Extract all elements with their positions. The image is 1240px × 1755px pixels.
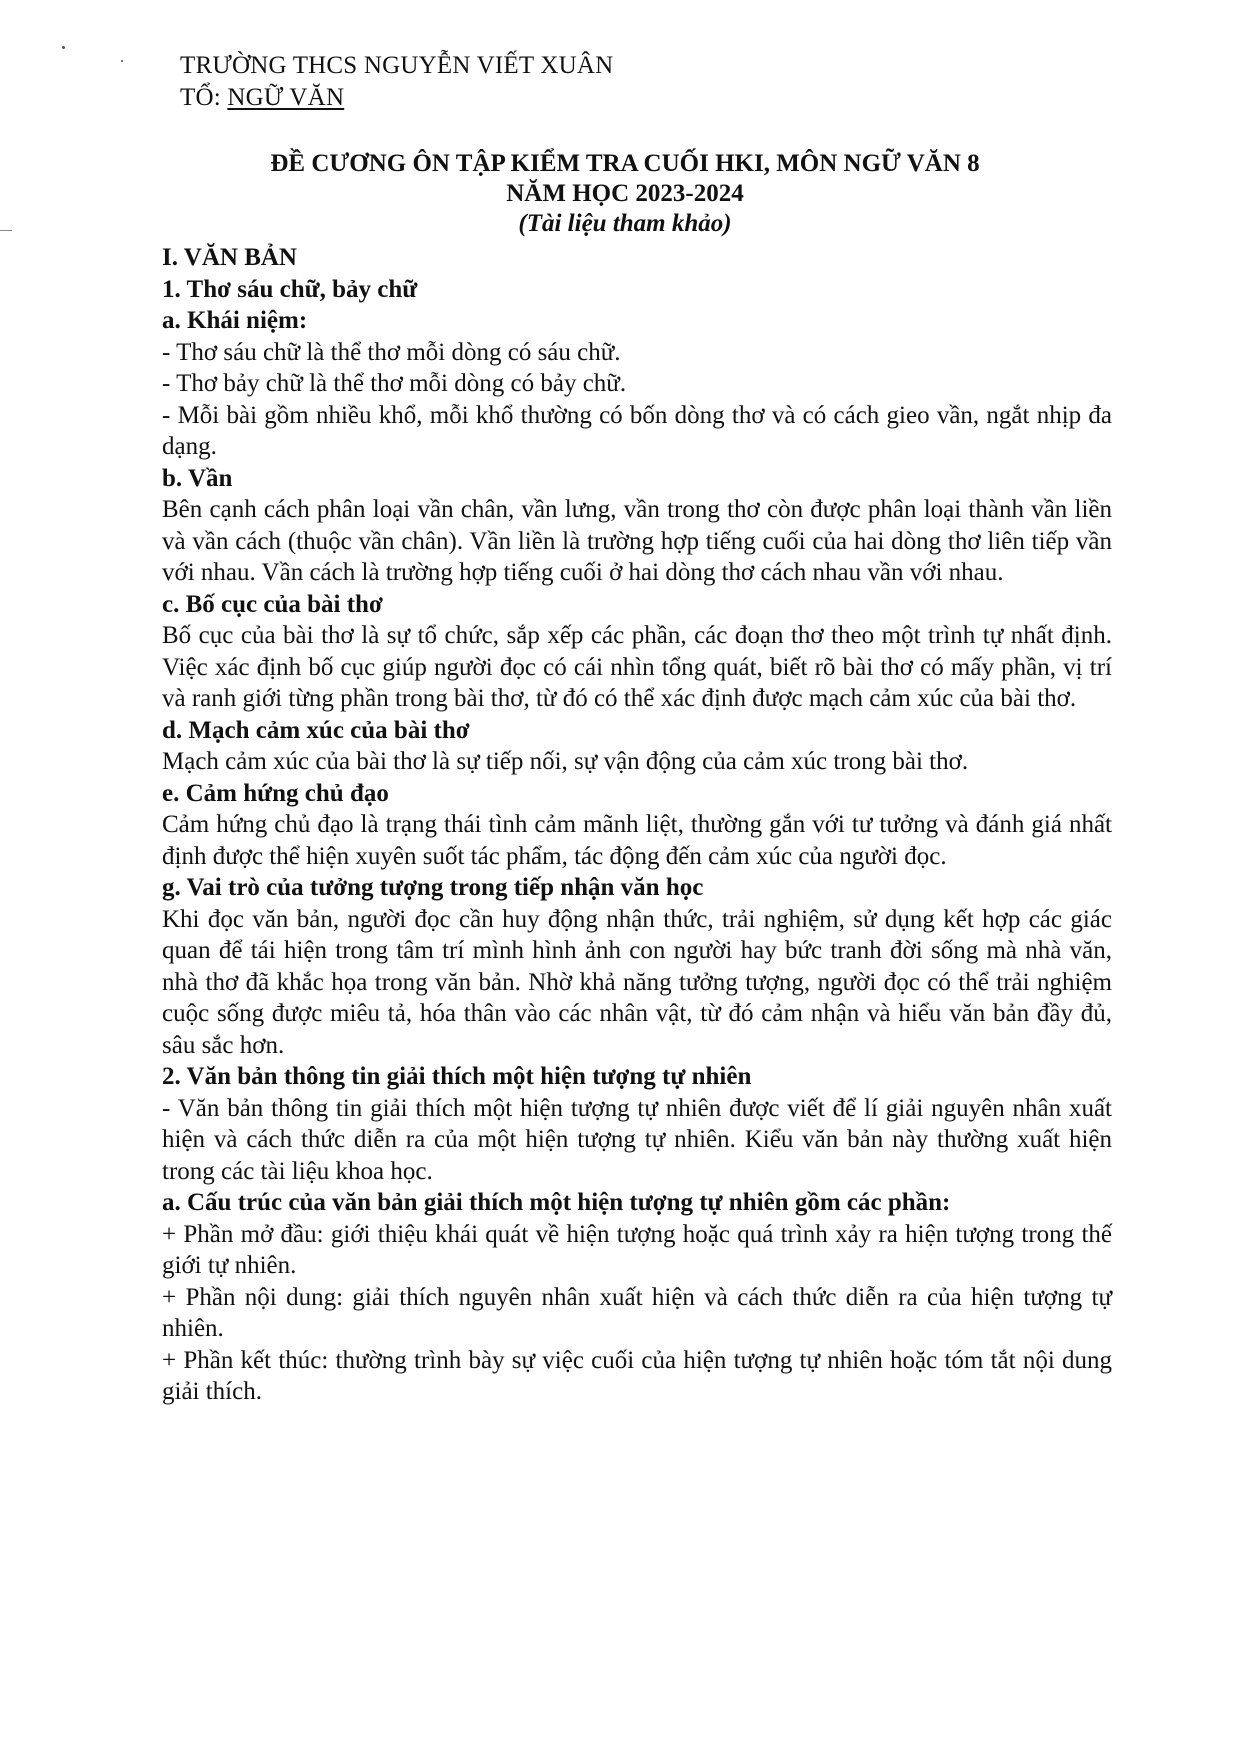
item-heading: e. Cảm hứng chủ đạo [162,779,389,807]
bullet-item: + Phần mở đầu: giới thiệu khái quát về hiện tượng hoặc quá trình xảy ra hiện tượng trong thế giới tự nhiên. [162,1220,1112,1279]
document-body [162,242,1112,1408]
paragraph: Khi đọc văn bản, người đọc cần huy động nhận thức, trải nghiệm, sử dụng kết hợp các giác quan để tái hiện trong tâm trí mình hình ảnh con người hay bức tranh đời sống mà nhà văn, nhà thơ đã khắc họa trong văn bản. Nhờ khả năng tưởng tượng, người đọc có thể trải nghiệm cuộc sống được miêu tả, hóa thân vào các nhân vật, từ đó cảm nhận và hiểu văn bản đầy đủ, sâu sắc hơn. [162,905,1112,1059]
paragraph: Cảm hứng chủ đạo là trạng thái tình cảm mãnh liệt, thường gắn với tư tưởng và đánh giá nhất định được thể hiện xuyên suốt tác phẩm, tác động đến cảm xúc của người đọc. [162,811,1112,870]
subsection-heading: 2. Văn bản thông tin giải thích một hiện tượng tự nhiên [162,1063,752,1090]
paragraph: Bên cạnh cách phân loại vần chân, vần lưng, vần trong thơ còn được phân loại thành vần liền và vần cách (thuộc vần chân). Vần liền là trường hợp tiếng cuối của hai dòng thơ liên tiếp vần với nhau. Vần cách là trường hợp tiếng cuối ở hai dòng thơ cách nhau vần với nhau. [162,496,1112,586]
bullet-item: + Phần kết thúc: thường trình bày sự việc cuối của hiện tượng tự nhiên hoặc tóm tắt nội dung giải thích. [162,1346,1112,1405]
paragraph: Mạch cảm xúc của bài thơ là sự tiếp nối, sự vận động của cảm xúc trong bài thơ. [162,748,969,775]
bullet-item: + Phần nội dung: giải thích nguyên nhân xuất hiện và cách thức diễn ra của hiện tượng tự nhiên. [162,1283,1112,1342]
paragraph: Bố cục của bài thơ là sự tổ chức, sắp xếp các phần, các đoạn thơ theo một trình tự nhất định. Việc xác định bố cục giúp người đọc có cái nhìn tổng quát, biết rõ bài thơ có mấy phần, vị trí và ranh giới từng phần trong bài thơ, từ đó có thể xác định được mạch cảm xúc của bài thơ. [162,622,1112,712]
item-heading: a. Cấu trúc của văn bản giải thích một hiện tượng tự nhiên gồm các phần: [162,1189,951,1216]
school-name: TRƯỜNG THCS NGUYỄN VIẾT XUÂN [180,52,614,79]
scan-speck [121,60,123,62]
department-name: NGỮ VĂN [227,84,345,111]
school-year: NĂM HỌC 2023-2024 [506,180,744,207]
item-heading: b. Vần [162,464,233,492]
section-heading: I. VĂN BẢN [162,244,297,271]
scan-edge-mark [0,230,12,231]
department-line [180,82,613,114]
bullet-item: - Thơ bảy chữ là thể thơ mỗi dòng có bảy chữ. [162,370,627,397]
paragraph: - Văn bản thông tin giải thích một hiện tượng tự nhiên được viết để lí giải nguyên nhân xuất hiện và cách thức diễn ra của một hiện tượng tự nhiên. Kiểu văn bản này thường xuất hiện trong các tài liệu khoa học. [162,1094,1112,1185]
document-note: (Tài liệu tham khảo) [518,210,732,237]
subsection-heading: 1. Thơ sáu chữ, bảy chữ [162,275,418,303]
item-heading: c. Bố cục của bài thơ [162,590,383,618]
bullet-item: - Thơ sáu chữ là thể thơ mỗi dòng có sáu chữ. [162,338,621,366]
item-heading: d. Mạch cảm xúc của bài thơ [162,716,470,744]
item-heading: g. Vai trò của tưởng tượng trong tiếp nhận văn học [162,874,704,901]
item-heading: a. Khái niệm: [162,307,308,334]
bullet-item: - Mỗi bài gồm nhiều khổ, mỗi khổ thường có bốn dòng thơ và có cách gieo vần, ngắt nhịp đa dạng. [162,401,1112,460]
scan-speck [62,46,65,49]
department-label: TỔ: [180,84,221,111]
school-header [180,50,613,114]
document-title: ĐỀ CƯƠNG ÔN TẬP KIỂM TRA CUỐI HKI, MÔN NGỮ VĂN 8 [270,150,980,177]
